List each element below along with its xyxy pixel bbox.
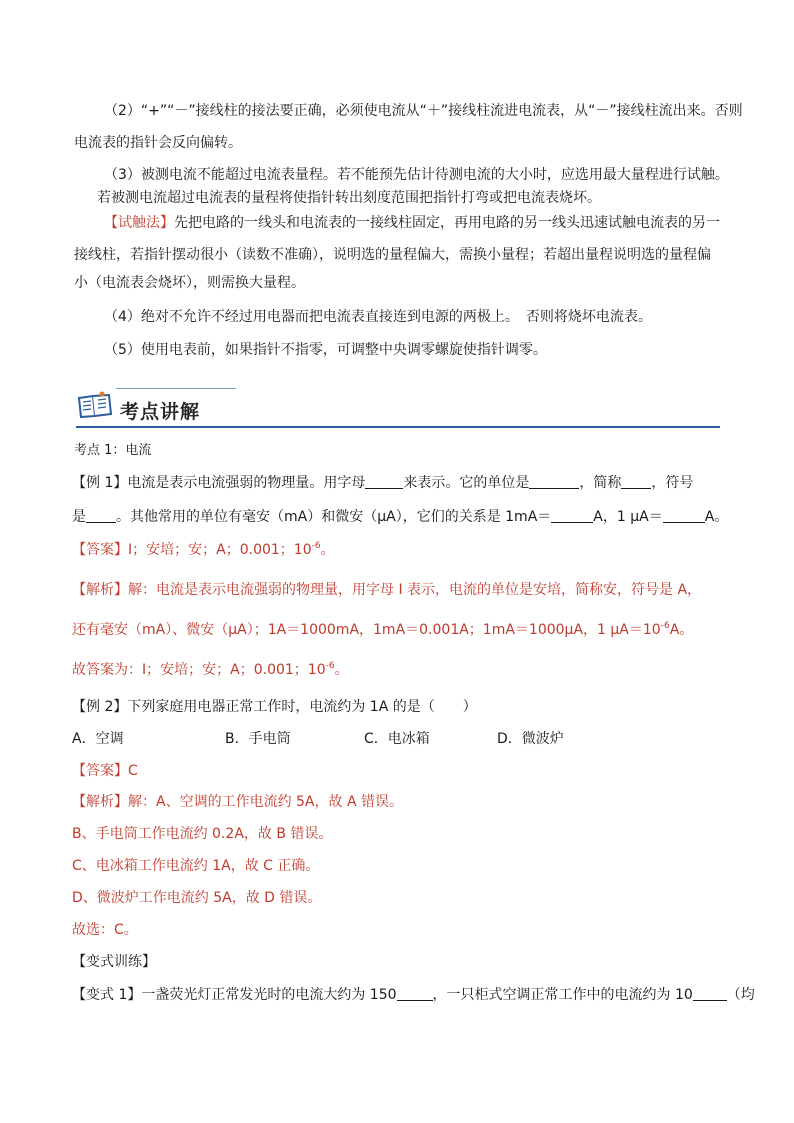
variant1-question: 【变式 1】一盏荧光灯正常发光时的电流大约为 150 ，一只柜式空调正常工作中的电流约为 10 （均 [72, 987, 755, 1003]
topic-heading: 考点 1：电流 [74, 443, 152, 458]
note-p4: （4）绝对不允许不经过用电器而把电流表直接连到电源的两极上。 否则将烧坏电流表。 [104, 309, 652, 325]
example1-question-line2: 是 。其他常用的单位有毫安（mA）和微安（μA），它们的关系是 1mA＝ A，1 μA＝ A。 [72, 509, 729, 525]
note-p3-line2: 若被测电流超过电流表的量程将使指针转出刻度范围把指针打弯或把电流表烧坏。 [97, 190, 601, 206]
header-top-rule [116, 388, 236, 389]
example1-conclusion: 故答案为：I；安培；安；A；0.001；$10^{-6}$。 [72, 661, 349, 678]
answer-label: 【答案】 [72, 542, 128, 558]
example2-option-d: D．微波炉 [497, 731, 564, 747]
example2-conclusion: 故选：C。 [72, 922, 138, 938]
example2-analysis-line2: B、手电筒工作电流约 0.2A，故 B 错误。 [72, 826, 333, 842]
example2-analysis-line4: D、微波炉工作电流约 5A，故 D 错误。 [72, 890, 322, 906]
section-title: 考点讲解 [120, 401, 201, 423]
example1-analysis-line2: 还有毫安（mA）、微安（μA）；1A＝1000mA，1mA＝0.001A；1mA＝1000μA，1 $\mu A=10^{-6}A$。 [72, 621, 694, 638]
trial-method-line1 [104, 213, 720, 233]
analysis-label: 【解析】 [72, 582, 128, 598]
example2-answer: 【答案】C [72, 763, 138, 779]
note-p5: （5）使用电表前，如果指针不指零，可调整中央调零螺旋使指针调零。 [104, 342, 547, 358]
example1-analysis-line1: 【解析】解：电流是表示电流强弱的物理量，用字母 I 表示，电流的单位是安培，简称安，符号是 A， [72, 582, 702, 598]
trial-method-label: 【试触法】 [104, 215, 174, 231]
answer-label: 【答案】 [72, 763, 128, 779]
example2-option-a: A．空调 [72, 731, 124, 747]
example2-analysis-line1: 【解析】解：A、空调的工作电流约 5A，故 A 错误。 [72, 794, 403, 810]
note-p3-line1: （3）被测电流不能超过电流表量程。若不能预先估计待测电流的大小时，应选用最大量程进行试触。 [104, 167, 729, 183]
note-p2-line1: （2）“+”“－”接线柱的接法要正确，必须使电流从“＋”接线柱流进电流表，从“－”接线柱流出来。否则 [104, 103, 743, 119]
note-p2-line2: 电流表的指针会反向偏转。 [74, 135, 242, 151]
trial-method-line2: 接线柱，若指针摆动很小（读数不准确），说明选的量程偏大，需换小量程；若超出量程说明选的量程偏 [74, 247, 711, 263]
trial-method-text: 先把电路的一线头和电流表的一接线柱固定，再用电路的另一线头迅速试触电流表的另一 [174, 215, 720, 231]
example2-analysis-line3: C、电冰箱工作电流约 1A，故 C 正确。 [72, 858, 320, 874]
trial-method-line3: 小（电流表会烧坏），则需换大量程。 [74, 275, 305, 291]
section-header [76, 388, 720, 428]
example2-option-c: C．电冰箱 [364, 731, 430, 747]
example2-option-b: B．手电筒 [225, 731, 291, 747]
header-underline [76, 426, 720, 428]
variant-heading: 【变式训练】 [72, 954, 156, 970]
example1-answer: 【答案】I；安培；安；A；0.001；$10^{-6}$。 [72, 541, 335, 558]
analysis-label: 【解析】 [72, 794, 128, 810]
example1-question-line1: 【例 1】电流是表示电流强弱的物理量。用字母 来表示。它的单位是 ，简称 ，符号 [72, 475, 694, 491]
book-icon [76, 390, 114, 420]
example2-question: 【例 2】下列家庭用电器正常工作时，电流约为 1A 的是（ ） [72, 699, 477, 715]
